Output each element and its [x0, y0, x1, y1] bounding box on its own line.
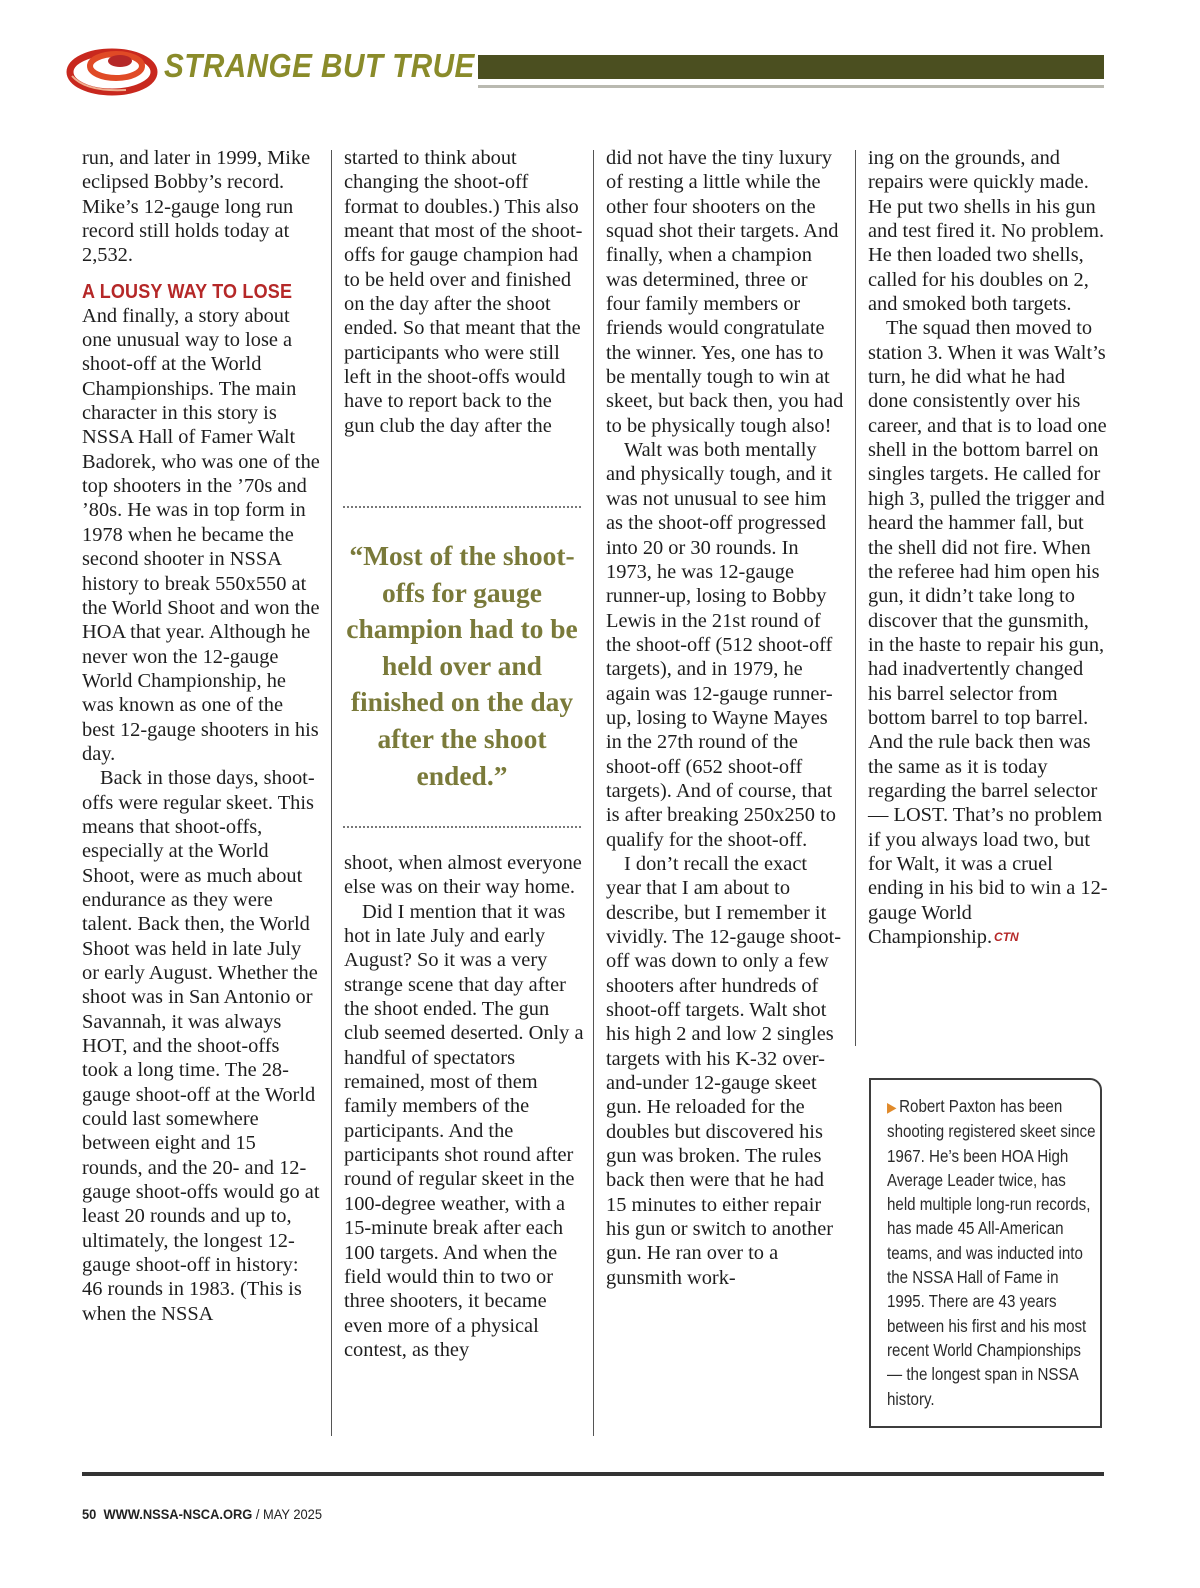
article-column-3 [606, 146, 846, 1290]
paragraph: did not have the tiny luxury of resting a little while the other four shooters on the squad shot their targets. And finally, when a champion was determined, three or four family members or friends would congratulate the winner. Yes, one has to be mentally tough to win at skeet, but back then, you had to be physically tough also! [606, 147, 844, 437]
author-bio [887, 1094, 1098, 1411]
paragraph: Back in those days, shoot-offs were regular skeet. This means that shoot-offs, especially at the World Shoot, were as much about endurance as they were talent. Back then, the World Shoot was held in late July or early August. Whether the shoot was in San Antonio or Savannah, it was always HOT, and the shoot-offs took a long time. The 28-gauge shoot-off at the World could last somewhere between eight and 15 rounds, and the 20- and 12-gauge shoot-offs would go at least 20 rounds and up to, ultimately, the longest 12-gauge shoot-off in history: 46 rounds in 1983. (This is when the NSSA [82, 767, 320, 1325]
column-divider [855, 150, 856, 1046]
article-column-2-continued [344, 851, 584, 1362]
pull-quote-top-rule [343, 506, 581, 508]
footer-rule [82, 1472, 1104, 1476]
header-rule [478, 85, 1104, 88]
paragraph [868, 316, 1108, 949]
section-title: STRANGE BUT TRUE [164, 47, 475, 84]
website-link[interactable]: WWW.NSSA-NSCA.ORG [103, 1506, 253, 1522]
triangle-arrow-icon: ▶ [887, 1099, 897, 1115]
column-divider [331, 150, 332, 1436]
page-number: 50 [82, 1506, 97, 1522]
pull-quote-bottom-rule [343, 826, 581, 828]
paragraph: run, and later in 1999, Mike eclipsed Bobby’s record. Mike’s 12-gauge long run record still holds today at 2,532. [82, 147, 311, 267]
paragraph: I don’t recall the exact year that I am about to describe, but I remember it vividly. The 12-gauge shoot-off was down to only a few shooters after hundreds of shoot-off targets. Walt shot his high 2 and low 2 singles targets with his K-32 over-and-under 12-gauge skeet gun. He reloaded for the doubles but discovered his gun was broken. The rules back then were that he had 15 minutes to either repair his gun or switch to another gun. He ran over to a gunsmith work- [606, 852, 842, 1289]
paragraph-text: The squad then moved to station 3. When it was Walt’s turn, he did what he had done consistently over his career, and that is to load one shell in the bottom barrel on singles targets. He called for high 3, pulled the trigger and heard the hammer fall, but the shell did not fire. When the referee had him open his gun, it didn’t take long to discover that the gunsmith, in the haste to repair his gun, had inadvertently changed his barrel selector from bottom barrel to top barrel. And the rule back then was the same as it is today regarding the barrel selector — LOST. That’s no problem if you always load two, but for Walt, it was a cruel ending in his bid to win a 12-gauge World Championship. [868, 317, 1108, 948]
paragraph: shoot, when almost everyone else was on their way home. [344, 852, 582, 899]
article-column-1 [82, 146, 320, 1326]
author-bio-box [869, 1078, 1102, 1428]
section-header [66, 40, 1106, 98]
pull-quote-text: “Most of the shoot-offs for gauge champion had to be held over and finished on the day after the shoot ended.” [346, 540, 578, 791]
page-footer [82, 1506, 322, 1522]
article-column-2 [344, 146, 584, 438]
column-divider [593, 150, 594, 1436]
article-subhead: A LOUSY WAY TO LOSE [82, 280, 293, 303]
footer-separator: / [255, 1506, 260, 1522]
end-mark: CTN [994, 930, 1019, 944]
article-column-4 [868, 146, 1108, 949]
paragraph: Walt was both mentally and physically tough, and it was not unusual to see him as the shoot-off progressed into 20 or 30 rounds. In 1973, he was 12-gauge runner-up, losing to Bobby Lewis in the 21st round of the shoot-off (512 shoot-off targets), and in 1979, he again was 12-gauge runner-up, losing to Wayne Mayes in the 27th round of the shoot-off (652 shoot-off targets). And of course, that is after breaking 250x250 to qualify for the shoot-off. [606, 439, 836, 851]
author-bio-text: Robert Paxton has been shooting registered skeet since 1967. He’s been HOA High Average Leader twice, has held multiple long-run records, has made 45 All-American teams, and was inducted into the NSSA Hall of Fame in 1995. There are 43 years between his first and his most recent World Championships — the longest span in NSSA history. [887, 1096, 1096, 1409]
paragraph: Did I mention that it was hot in late July and early August? So it was a very strange scene that day after the shoot ended. The gun club seemed deserted. Only a handful of spectators remained, most of them family members of the participants. And the participants shot round after round of regular skeet in the 100-degree weather, with a 15-minute break after each 100 targets. And when the field would thin to two or three shooters, it became even more of a physical contest, as they [344, 900, 584, 1361]
pull-quote [343, 506, 581, 828]
clay-target-logo-icon [66, 42, 158, 96]
paragraph: ing on the grounds, and repairs were quickly made. He put two shells in his gun and test fired it. No problem. He then loaded two shells, called for his doubles on 2, and smoked both targets. [868, 147, 1105, 316]
paragraph: And finally, a story about one unusual way to lose a shoot-off at the World Championships. The main character in this story is NSSA Hall of Famer Walt Badorek, who was one of the top shooters in the ’70s and ’80s. He was in top form in 1978 when he became the second shooter in NSSA history to break 550x550 at the World Shoot and won the HOA that year. Although he never won the 12-gauge World Championship, he was known as one of the best 12-gauge shooters in his day. [82, 304, 320, 765]
paragraph: started to think about changing the shoot-off format to doubles.) This also meant that most of the shoot-offs for gauge champion had to be held over and finished on the day after the shoot ended. So that meant that the participants who were still left in the shoot-offs would have to report back to the gun club the day after the [344, 147, 583, 437]
issue-date: MAY 2025 [263, 1506, 323, 1522]
header-bar [478, 55, 1104, 79]
